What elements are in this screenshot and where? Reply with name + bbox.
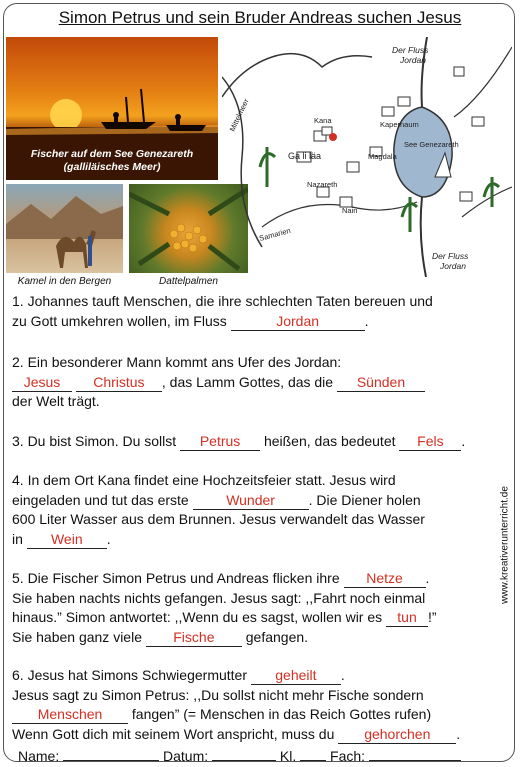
footer-date-field[interactable] [212, 747, 276, 761]
q1-line1: 1. Johannes tauft Menschen, die ihre schlechten Taten bereuen und [12, 293, 433, 309]
map-label-kana: Kana [314, 116, 332, 125]
caption-camel: Kamel in den Bergen [17, 276, 112, 287]
q5-end: gefangen. [241, 628, 309, 645]
footer-name-field[interactable] [63, 747, 159, 761]
map-label-nazareth: Nazareth [307, 180, 338, 189]
q2-line3: der Welt trägt. [12, 393, 100, 409]
map-drawing [222, 37, 512, 277]
q4-line3: 600 Liter Wasser aus dem Brunnen. Jesus verwandelt das Wasser [12, 511, 425, 527]
answer-jesus[interactable]: Jesus [12, 375, 72, 392]
answer-petrus[interactable]: Petrus [180, 434, 260, 451]
answer-christus[interactable]: Christus [76, 375, 162, 392]
q3-middle: heißen, das bedeutet [260, 433, 400, 449]
q6-line3: fangen” (= Menschen in das Reich Gottes rufen) [128, 706, 432, 722]
caption-sea: Fischer auf dem See Genezareth (galliläisches Meer) [30, 148, 194, 173]
map-label-nain: Nain [342, 206, 358, 215]
q5-line3: hinaus.” Simon antwortet: ,,Wenn du es sagst, wollen wir es [12, 609, 387, 625]
q4-line2-end: . Die Diener holen [308, 491, 421, 508]
footer-date-label: Datum: [163, 748, 209, 764]
q6-line1-end: . [340, 667, 345, 683]
map-label-kapernaum: Kapernaum [380, 120, 419, 129]
q6-line1: 6. Jesus hat Simons Schwiegermutter [12, 667, 251, 683]
q5-line2: Sie haben nachts nichts gefangen. Jesus sagt: ,,Fahrt noch einmal [12, 589, 426, 606]
footer-name-label: Name: [18, 748, 60, 764]
answer-tun[interactable]: tun [386, 610, 428, 627]
q4-line2: eingeladen und tut das erste [12, 491, 193, 508]
worksheet-title: Simon Petrus und sein Bruder Andreas suchen Jesus [58, 8, 462, 27]
map-label-river-bottom-2: Jordan [440, 261, 466, 271]
exercise-5 [12, 569, 512, 647]
answer-jordan[interactable]: Jordan [231, 314, 365, 331]
map-label-galilaa: Ga li läa [288, 151, 322, 161]
map-label-magdala: Magdala [368, 152, 397, 161]
caption-palms: Dattelpalmen [159, 276, 218, 287]
exercise-1 [12, 292, 512, 331]
q5-line1-end: . [425, 570, 430, 586]
answer-netze[interactable]: Netze [344, 571, 426, 588]
footer-subject-label: Fach: [330, 748, 366, 764]
answer-wein[interactable]: Wein [27, 532, 107, 549]
q3-end: . [461, 433, 466, 449]
q6-end: . [456, 725, 461, 742]
map-label-samarien: Samarien [258, 225, 292, 243]
camel-scene [6, 184, 123, 273]
q4-line1: 4. In dem Ort Kana findet eine Hochzeitsfeier statt. Jesus wird [12, 472, 396, 488]
q1-line2: zu Gott umkehren wollen, im Fluss [12, 312, 231, 329]
answer-wunder[interactable]: Wunder [193, 493, 309, 510]
answer-menschen[interactable]: Menschen [12, 707, 128, 724]
q5-line4: Sie haben ganz viele [12, 628, 146, 645]
map-label-river-top: Der Fluss [392, 45, 429, 55]
answer-suenden[interactable]: Sünden [337, 375, 425, 392]
footer-subject-field[interactable] [369, 747, 461, 761]
answer-gehorchen[interactable]: gehorchen [338, 727, 456, 744]
q1-end: . [364, 312, 369, 329]
q6-line4: Wenn Gott dich mit seinem Wort anspricht, muss du [12, 725, 339, 742]
answer-geheilt[interactable]: geheilt [251, 668, 341, 685]
q2-line1: 2. Ein besonderer Mann kommt ans Ufer des Jordan: [12, 354, 342, 370]
answer-fische[interactable]: Fische [146, 630, 242, 647]
q6-line2: Jesus sagt zu Simon Petrus: ,,Du sollst nicht mehr Fische sondern [12, 686, 424, 703]
q4-end: . [106, 530, 111, 547]
footer-class-label: Kl. [279, 748, 297, 764]
map-label-mittelmeer: Mittelmeer [227, 97, 251, 133]
map-label-see: See Genezareth [404, 140, 459, 149]
exercise-3 [12, 432, 512, 452]
footer-fields [18, 747, 461, 764]
q5-line3-end: !” [428, 609, 437, 625]
exercise-6 [12, 666, 512, 744]
map-galilee [222, 37, 512, 277]
side-credit-text: www.kreativerunterricht.de [499, 486, 511, 604]
q5-line1: 5. Die Fischer Simon Petrus und Andreas flicken ihre [12, 570, 344, 586]
q2-middle: , das Lamm Gottes, das die [161, 373, 337, 390]
map-label-river-top-2: Jordan [400, 55, 426, 65]
photo-sea-genezareth [6, 37, 218, 180]
photo-camel [6, 184, 123, 273]
q4-line4: in [12, 530, 27, 547]
q3-start: 3. Du bist Simon. Du sollst [12, 433, 181, 449]
footer-class-field[interactable] [300, 747, 326, 761]
exercise-2 [12, 353, 512, 412]
answer-fels[interactable]: Fels [399, 434, 461, 451]
map-label-river-bottom: Der Fluss [432, 251, 469, 261]
exercise-4 [12, 471, 512, 549]
side-credit [498, 455, 512, 635]
